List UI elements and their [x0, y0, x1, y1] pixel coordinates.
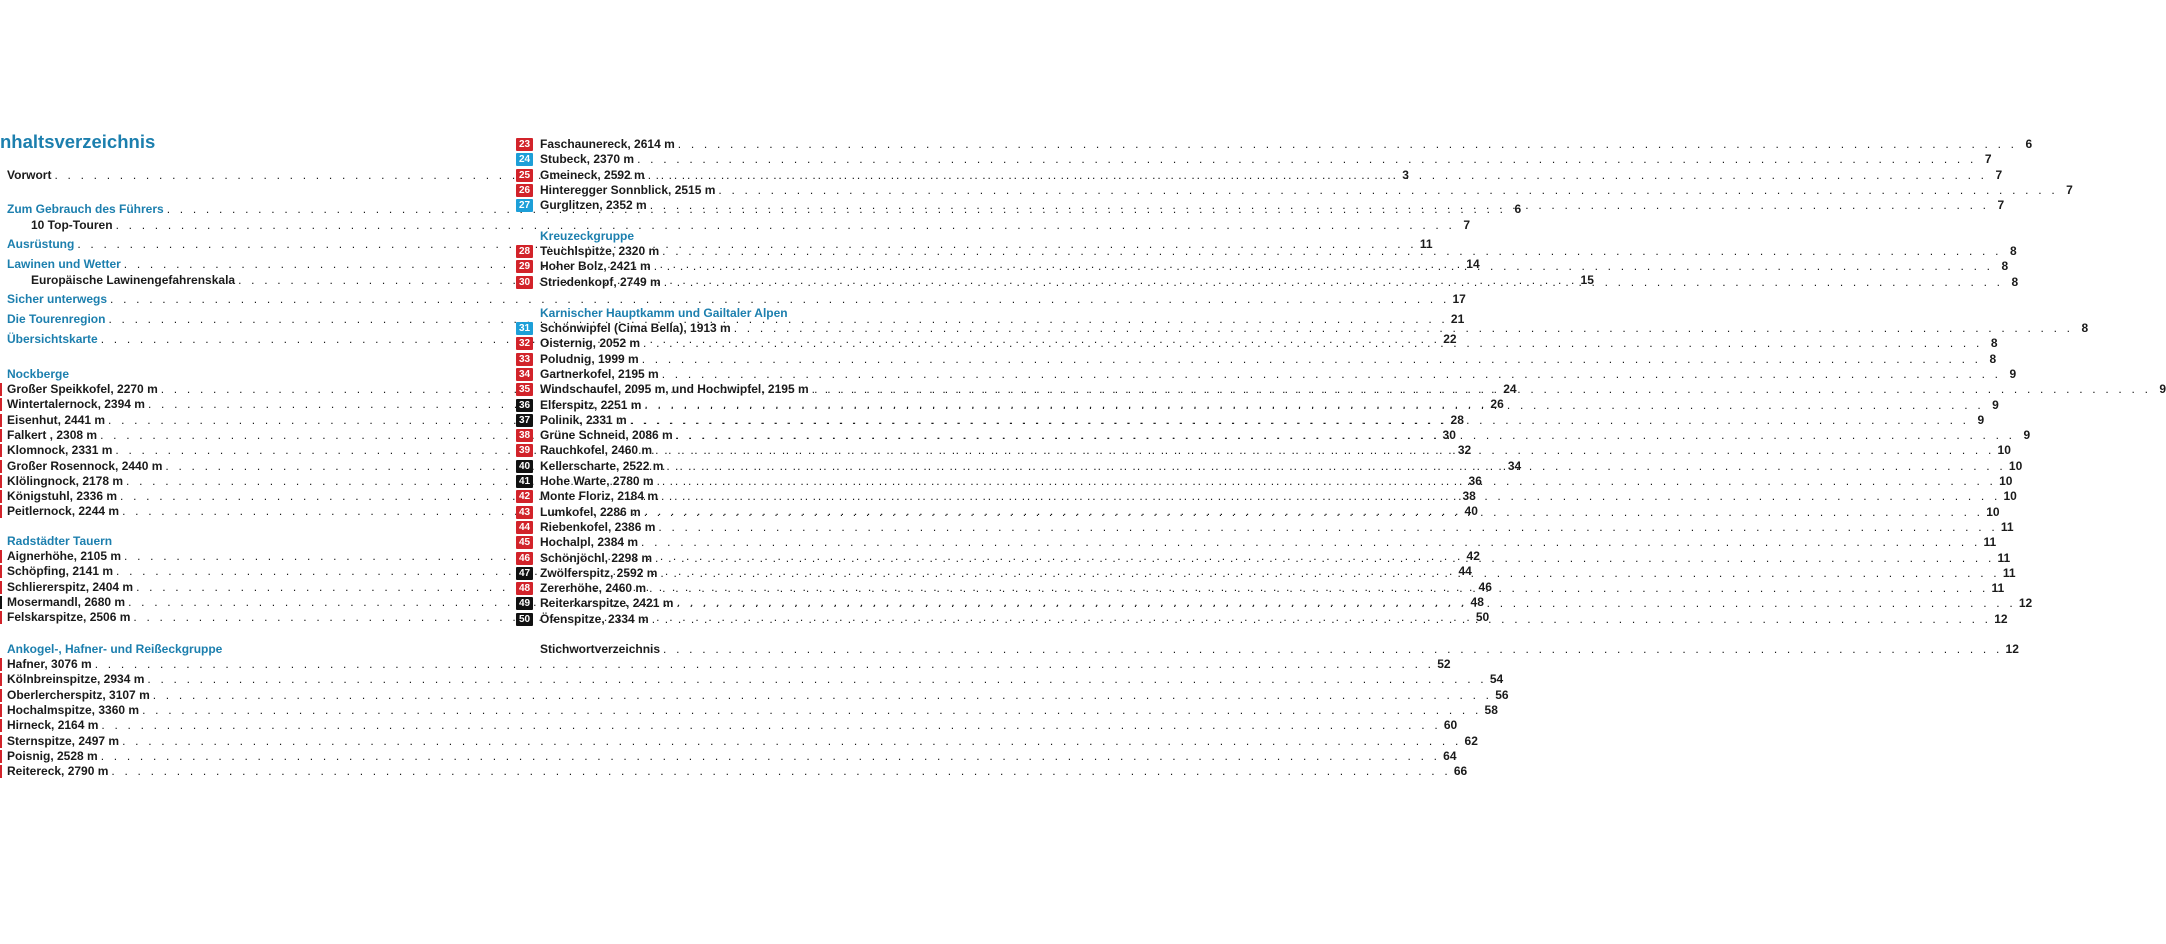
tour-color-marker — [0, 490, 2, 503]
toc-page-number: 46 — [1478, 579, 1492, 594]
toc-entry-label: Hochalpl, 2384 m — [540, 535, 639, 550]
toc-page-number: 26 — [1490, 397, 1504, 412]
toc-page-number: 64 — [1443, 748, 1457, 763]
toc-entry-label: Eisenhut, 2441 m — [7, 412, 106, 427]
section-heading: Nockberge — [7, 367, 70, 381]
toc-entry-label: Oisternig, 2052 m — [540, 336, 641, 351]
tour-number-badge: 23 — [516, 138, 533, 151]
tour-number-badge: 30 — [516, 276, 533, 289]
toc-page-number: 32 — [1457, 443, 1472, 458]
toc-entry[interactable] — [7, 702, 1498, 718]
toc-entry[interactable] — [540, 581, 2005, 596]
toc-page-number: 7 — [1463, 218, 1471, 232]
toc-page-number: 8 — [2081, 321, 2089, 335]
toc-entry-label: Teuchlspitze, 2320 m — [540, 244, 660, 258]
toc-page-number: 3 — [1402, 168, 1409, 182]
toc-entry-label: Die Tourenregion — [7, 312, 106, 326]
toc-page-number: 42 — [1466, 549, 1480, 563]
toc-entry-label: Felskarspitze, 2506 m — [7, 610, 131, 625]
toc-entry-label: Großer Speikkofel, 2270 m — [7, 382, 158, 396]
dot-leader — [664, 275, 2003, 290]
dot-leader — [649, 581, 1988, 596]
toc-entry-label: Reitereck, 2790 m — [7, 764, 109, 779]
tour-number-badge: 47 — [516, 567, 533, 580]
toc-page-number: 10 — [2003, 489, 2017, 504]
dot-leader — [676, 428, 2015, 443]
toc-entry-label: Mosermandl, 2680 m — [7, 594, 126, 609]
tour-number-badge: 36 — [516, 399, 533, 412]
toc-entry-label: Poisnig, 2528 m — [7, 748, 98, 763]
dot-leader — [661, 489, 2000, 504]
toc-entry-label: Übersichtskarte — [7, 332, 98, 346]
tour-number-badge: 32 — [516, 337, 533, 350]
toc-entry-label: Schönwipfel (Cima Bella), 1913 m — [540, 321, 731, 335]
toc-entry-label: Gartnerkofel, 2195 m — [540, 366, 659, 381]
toc-page-number: 28 — [1450, 412, 1464, 427]
toc-entry[interactable] — [540, 519, 2014, 535]
toc-entry-label: Zererhöhe, 2460 m — [540, 581, 647, 596]
tour-number-badge: 41 — [516, 475, 533, 488]
dot-leader — [637, 152, 1976, 167]
tour-number-badge: 46 — [516, 552, 533, 565]
toc-entry-label: Hohe Warte, 2780 m — [540, 474, 654, 488]
section-heading: Karnischer Hauptkamm und Gailtaler Alpen — [540, 306, 788, 320]
toc-page-number: 11 — [1983, 535, 1997, 550]
toc-entry-label: Hochalmspitze, 3360 m — [7, 702, 140, 717]
section-heading: Kreuzeckgruppe — [540, 229, 635, 243]
tour-color-marker — [0, 765, 2, 778]
toc-page-number: 11 — [2000, 519, 2014, 534]
toc-entry-label: Hafner, 3076 m — [7, 657, 92, 671]
toc-entry-label: Europäische Lawinengefahrenskala — [31, 273, 236, 287]
tour-number-badge: 33 — [516, 353, 533, 366]
tour-number-badge: 42 — [516, 490, 533, 503]
tour-color-marker — [0, 719, 2, 732]
toc-entry[interactable] — [540, 137, 2033, 152]
tour-color-marker — [0, 429, 2, 442]
toc-entry-label: Poludnig, 1999 m — [540, 351, 639, 366]
tour-color-marker — [0, 658, 2, 671]
tour-color-marker — [0, 704, 2, 717]
toc-entry[interactable] — [540, 642, 2019, 657]
dot-leader — [657, 474, 1996, 489]
toc-entry[interactable] — [7, 733, 1478, 749]
dot-leader — [654, 259, 1993, 274]
toc-entry[interactable] — [7, 218, 1471, 233]
tour-number-badge: 50 — [516, 613, 533, 626]
toc-entry-label: Kölnbreinspitze, 2934 m — [7, 672, 145, 687]
toc-entry-label: Hinteregger Sonnblick, 2515 m — [540, 182, 716, 197]
tour-number-badge: 27 — [516, 199, 533, 212]
dot-leader — [641, 535, 1980, 550]
toc-page-number: 7 — [2066, 182, 2073, 197]
tour-color-marker — [0, 581, 2, 594]
toc-page-number: 11 — [1997, 550, 2011, 565]
toc-page-number: 34 — [1507, 458, 1522, 473]
tour-color-marker — [0, 383, 2, 396]
toc-entry-label: Wintertalernock, 2394 m — [7, 397, 145, 412]
tour-color-marker — [0, 565, 2, 578]
toc-page-number: 6 — [1514, 202, 1522, 216]
toc-entry[interactable] — [540, 152, 1992, 167]
tour-number-badge: 29 — [516, 260, 533, 273]
toc-entry-label: Ausrüstung — [7, 237, 75, 251]
toc-entry[interactable] — [540, 351, 1997, 367]
page-title: nhaltsverzeichnis — [0, 131, 156, 152]
tour-number-badge: 26 — [516, 184, 533, 197]
toc-entry-label: Zum Gebrauch des Führers — [7, 202, 164, 216]
toc-entry-label: Klomnock, 2331 m — [7, 443, 113, 458]
tour-number-badge: 38 — [516, 429, 533, 442]
toc-entry-label: Reiterkarspitze, 2421 m — [540, 596, 674, 611]
toc-page-number: 11 — [2002, 565, 2016, 580]
toc-entry[interactable] — [7, 657, 1451, 672]
toc-entry[interactable] — [7, 764, 1468, 779]
toc-page-number: 8 — [1989, 351, 1997, 366]
toc-page-number: 10 — [1997, 443, 2011, 458]
toc-page-number: 22 — [1443, 332, 1457, 346]
dot-leader — [658, 520, 1997, 535]
toc-entry-label: Großer Rosennock, 2440 m — [7, 458, 163, 473]
toc-entry[interactable] — [540, 167, 2003, 183]
dot-leader — [660, 566, 1999, 581]
toc-entry-label: Schönjöchl, 2298 m — [540, 550, 653, 565]
tour-color-marker — [0, 596, 2, 609]
toc-page-number: 9 — [2023, 428, 2031, 443]
toc-page-number: 10 — [2008, 458, 2023, 473]
toc-entry-label: Aignerhöhe, 2105 m — [7, 549, 122, 563]
toc-page-number: 44 — [1458, 564, 1472, 579]
toc-entry-label: Polinik, 2331 m — [540, 412, 627, 427]
tour-number-badge: 45 — [516, 536, 533, 549]
toc-entry-label: Monte Floriz, 2184 m — [540, 489, 659, 504]
dot-leader — [666, 459, 2005, 474]
toc-entry-label: Gurglitzen, 2352 m — [540, 198, 647, 213]
toc-entry-label: Gmeineck, 2592 m — [540, 167, 645, 182]
dot-leader — [642, 352, 1981, 367]
tour-number-badge: 28 — [516, 245, 533, 258]
toc-page-number: 10 — [1999, 474, 2013, 488]
tour-color-marker — [0, 505, 2, 518]
toc-entry[interactable] — [540, 366, 2017, 382]
toc-entry[interactable] — [7, 292, 1466, 307]
toc-page-number: 8 — [2009, 244, 2017, 258]
toc-page-number: 14 — [1466, 257, 1480, 271]
dot-leader — [644, 505, 1983, 520]
toc-entry-label: Schöpfing, 2141 m — [7, 564, 114, 579]
section-heading: Ankogel-, Hafner- und Reißeckgruppe — [7, 642, 223, 656]
dot-leader — [678, 137, 2017, 152]
tour-number-badge: 31 — [516, 322, 533, 335]
toc-entry-label: Oberlercherspitz, 3107 m — [7, 687, 150, 702]
dot-leader — [655, 551, 1994, 566]
toc-entry-label: Zwölferspitz, 2592 m — [540, 565, 658, 580]
toc-page-number: 11 — [1991, 581, 2005, 596]
toc-entry-label: Riebenkofel, 2386 m — [540, 519, 656, 534]
toc-page-number: 7 — [1997, 198, 2005, 213]
toc-entry[interactable] — [540, 182, 2073, 198]
toc-page-number: 6 — [2025, 137, 2033, 151]
toc-entry-label: Lumkofel, 2286 m — [540, 504, 641, 519]
toc-page-number: 24 — [1503, 382, 1517, 396]
section-heading: Radstädter Tauern — [7, 534, 113, 548]
toc-page-number: 17 — [1452, 292, 1466, 306]
toc-entry-label: Stubeck, 2370 m — [540, 152, 635, 167]
toc-entry[interactable] — [540, 321, 2089, 336]
toc-page-number: 7 — [1995, 167, 2003, 182]
tour-color-marker — [0, 475, 2, 488]
dot-leader — [650, 198, 1989, 213]
toc-entry-label: Hoher Bolz, 2421 m — [540, 259, 651, 274]
toc-entry-label: Striedenkopf, 2749 m — [540, 274, 661, 289]
toc-entry-label: Sternspitze, 2497 m — [7, 733, 120, 748]
toc-entry-label: Rauchkofel, 2460 m — [540, 443, 653, 458]
dot-leader — [662, 244, 2001, 259]
toc-entry-label: Schliererspitz, 2404 m — [7, 579, 134, 594]
toc-page-number: 52 — [1437, 657, 1451, 671]
tour-number-badge: 44 — [516, 521, 533, 534]
toc-page-number: 56 — [1495, 687, 1509, 702]
toc-entry-label: Öfenspitze, 2334 m — [540, 611, 649, 626]
tour-color-marker — [0, 673, 2, 686]
dot-leader — [644, 398, 1983, 413]
toc-entry[interactable] — [7, 687, 1509, 703]
toc-entry-label: Peitlernock, 2244 m — [7, 504, 120, 519]
toc-entry[interactable] — [7, 672, 1504, 687]
dot-leader — [812, 382, 2151, 397]
toc-entry-label: 10 Top-Touren — [31, 218, 113, 232]
toc-page-number: 36 — [1468, 473, 1482, 488]
tour-number-badge: 35 — [516, 383, 533, 396]
tour-number-badge: 39 — [516, 444, 533, 457]
toc-page-number: 54 — [1489, 672, 1504, 687]
tour-number-badge: 40 — [516, 460, 533, 473]
toc-page-number: 9 — [2009, 366, 2017, 381]
toc-page-number: 50 — [1475, 610, 1490, 625]
tour-color-marker — [0, 550, 2, 563]
tour-number-badge: 48 — [516, 582, 533, 595]
toc-page-number: 58 — [1484, 702, 1498, 717]
toc-page-number: 9 — [1992, 397, 1999, 412]
toc-page-number: 10 — [1986, 504, 2000, 519]
tour-number-badge: 34 — [516, 368, 533, 381]
toc-page-number: 12 — [2005, 642, 2019, 656]
toc-page-number: 8 — [1990, 336, 1998, 351]
toc-page-number: 60 — [1443, 718, 1458, 733]
toc-page-number: 30 — [1442, 427, 1456, 442]
tour-color-marker — [0, 750, 2, 763]
dot-leader — [718, 183, 2057, 198]
toc-entry-label: Grüne Schneid, 2086 m — [540, 428, 673, 443]
tour-number-badge: 43 — [516, 506, 533, 519]
dot-leader — [630, 413, 1969, 428]
toc-page-number: 8 — [2011, 274, 2019, 289]
tour-number-badge: 37 — [516, 414, 533, 427]
toc-page-number: 9 — [1977, 412, 1985, 427]
toc-page-number: 15 — [1580, 273, 1594, 287]
toc-page-number: 7 — [1984, 152, 1992, 167]
dot-leader — [655, 443, 1994, 458]
toc-entry-label: Lawinen und Wetter — [7, 257, 121, 271]
tour-color-marker — [0, 460, 2, 473]
tour-color-marker — [0, 444, 2, 457]
toc-entry-label: Hirneck, 2164 m — [7, 718, 99, 733]
tour-number-badge: 49 — [516, 597, 533, 610]
toc-page-number: 12 — [2018, 596, 2033, 611]
toc-page-number: 11 — [1419, 237, 1433, 251]
dot-leader — [663, 642, 2002, 657]
toc-entry-label: Sicher unterwegs — [7, 292, 108, 306]
toc-page-number: 48 — [1470, 594, 1484, 609]
dot-leader — [734, 321, 2073, 336]
dot-leader — [652, 612, 1991, 627]
tour-number-badge: 24 — [516, 153, 533, 166]
toc-entry-label: Kellerscharte, 2522 m — [540, 458, 664, 473]
toc-entry-label: Vorwort — [7, 168, 52, 182]
toc-page-number: 66 — [1453, 764, 1468, 779]
toc-entry-label: Königstuhl, 2336 m — [7, 489, 118, 504]
toc-entry-label: Faschaunereck, 2614 m — [540, 137, 675, 151]
toc-page-number: 12 — [1994, 611, 2008, 626]
toc-entry-label: Stichwortverzeichnis — [540, 642, 661, 656]
toc-entry-label: Klölingnock, 2178 m — [7, 473, 124, 488]
dot-leader — [643, 336, 1982, 351]
dot-leader — [648, 168, 1987, 183]
dot-leader — [676, 596, 2015, 611]
toc-entry-label: Elferspitz, 2251 m — [540, 397, 642, 412]
toc-entry[interactable] — [540, 535, 1997, 550]
toc-entry[interactable] — [540, 198, 2005, 213]
tour-color-marker — [0, 735, 2, 748]
tour-color-marker — [0, 611, 2, 624]
dot-leader — [662, 367, 2001, 382]
toc-page-number: 38 — [1462, 489, 1476, 504]
toc-page-number: 9 — [2159, 382, 2166, 397]
toc-page-number: 8 — [2001, 259, 2009, 274]
tour-color-marker — [0, 689, 2, 702]
toc-entry[interactable] — [7, 748, 1457, 764]
toc-entry-label: Falkert , 2308 m — [7, 427, 98, 442]
toc-entry-label: Windschaufel, 2095 m, und Hochwipfel, 2195 m — [540, 382, 809, 397]
toc-page-number: 62 — [1464, 733, 1478, 748]
tour-number-badge: 25 — [516, 169, 533, 182]
tour-color-marker — [0, 398, 2, 411]
toc-entry[interactable] — [7, 718, 1458, 733]
tour-color-marker — [0, 414, 2, 427]
toc-page-number: 21 — [1450, 312, 1465, 326]
toc-page-number: 40 — [1464, 504, 1478, 519]
